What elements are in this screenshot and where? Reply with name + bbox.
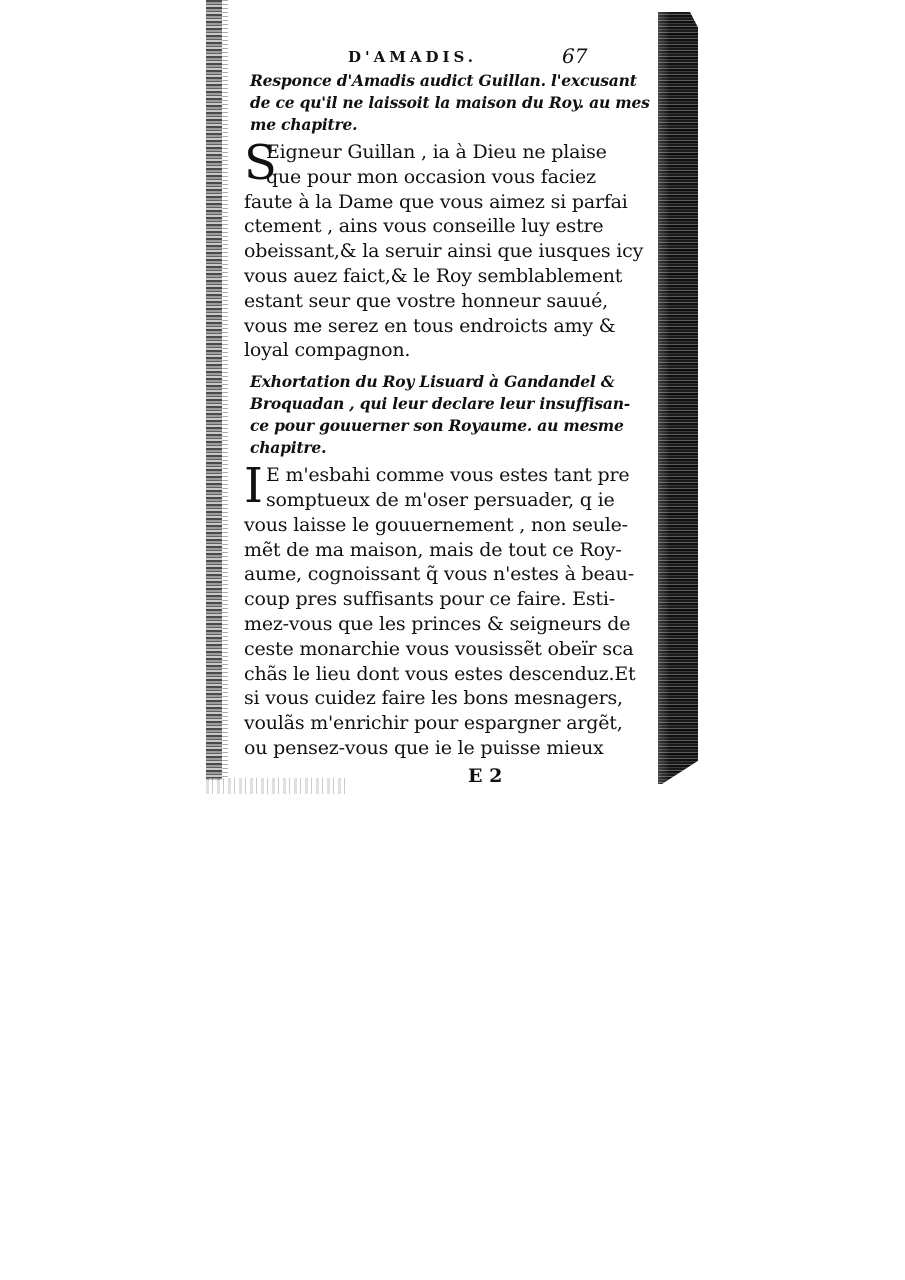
heading-line: me chapitre. xyxy=(250,115,358,134)
drop-cap: S xyxy=(244,135,277,191)
text-line: mez-vous que les princes & seigneurs de xyxy=(244,612,631,635)
text-line: ceste monarchie vous vousissẽt obeïr sca xyxy=(244,637,634,660)
paragraph-1 xyxy=(244,135,644,363)
paragraph-2 xyxy=(244,458,636,761)
right-book-edge xyxy=(658,12,698,784)
text-line: voulãs m'enrichir pour espargner argẽt, xyxy=(244,712,623,735)
text-line: ou pensez-vous que ie le puisse mieux xyxy=(244,736,604,759)
heading-line: ce pour gouuerner son Royaume. au mesme xyxy=(250,416,624,436)
heading-line: Exhortation du Roy Lisuard à Gandandel & xyxy=(250,372,615,392)
drop-cap: I xyxy=(244,458,263,515)
heading-line: de ce qu'il ne laissoit la maison du Roy. au mes xyxy=(250,93,650,112)
catchword-row xyxy=(244,763,589,791)
running-head xyxy=(244,44,589,70)
left-scan-edge xyxy=(206,0,222,780)
left-scan-edge-inner xyxy=(222,0,228,780)
text-line: si vous cuidez faire les bons mesnagers, xyxy=(244,687,623,710)
text-line: obeissant,& la seruir ainsi que iusques icy xyxy=(244,240,644,263)
text-line: loyal compagnon. xyxy=(244,339,411,362)
running-head-title: D'AMADIS. xyxy=(348,48,478,66)
chapter-heading-2 xyxy=(250,371,630,459)
heading-line: chapitre. xyxy=(250,438,327,458)
page-number: 67 xyxy=(562,44,588,68)
text-line: vous auez faict,& le Roy semblablement xyxy=(244,264,623,287)
book-page xyxy=(244,44,650,791)
text-line: estant seur que vostre honneur sauué, xyxy=(244,289,609,312)
text-line: que pour mon occasion vous faciez xyxy=(266,165,596,188)
text-line: coup pres suffisants pour ce faire. Esti- xyxy=(244,588,615,611)
text-line: somptueux de m'oser persuader, q ie xyxy=(266,488,615,511)
text-line: faute à la Dame que vous aimez si parfai xyxy=(244,190,628,213)
text-line: chãs le lieu dont vous estes descenduz.Et xyxy=(244,662,636,685)
text-line: vous me serez en tous endroicts amy & xyxy=(244,314,616,337)
chapter-heading-1 xyxy=(250,70,650,136)
text-line: ctement , ains vous conseille luy estre xyxy=(244,215,604,238)
signature-mark: E 2 xyxy=(468,764,503,787)
text-line: E m'esbahi comme vous estes tant pre xyxy=(266,464,630,487)
text-line: mẽt de ma maison, mais de tout ce Roy- xyxy=(244,538,622,561)
text-line: vous laisse le gouuernement , non seule- xyxy=(244,513,628,536)
text-line: Eigneur Guillan , ia à Dieu ne plaise xyxy=(266,141,607,163)
heading-line: Broquadan , qui leur declare leur insuffisan- xyxy=(250,394,630,414)
heading-line: Responce d'Amadis audict Guillan. l'excusant xyxy=(250,71,637,90)
text-line: aume, cognoissant q̃ vous n'estes à beau- xyxy=(244,563,634,586)
